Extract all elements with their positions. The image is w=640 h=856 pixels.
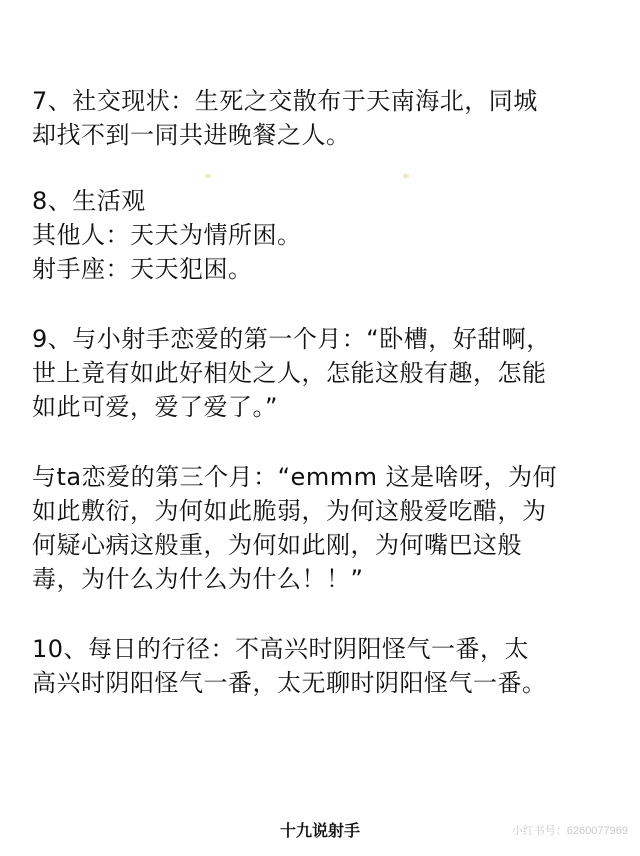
text-line: 9、与小射手恋爱的第一个月：“卧槽，好甜啊， <box>32 325 551 353</box>
text-line: 与ta恋爱的第三个月：“emmm 这是啥呀，为何 <box>32 463 558 491</box>
text-line: 高兴时阴阳怪气一番，太无聊时阴阳怪气一番。 <box>32 669 547 697</box>
text-line: 世上竟有如此好相处之人，怎能这般有趣，怎能 <box>32 359 547 387</box>
text-line: 8、生活观 <box>32 187 146 215</box>
section-10 <box>32 632 622 700</box>
section-9b <box>32 460 622 596</box>
decorative-dot <box>403 174 409 178</box>
text-line: 7、社交现状：生死之交散布于天南海北，同城 <box>32 87 538 115</box>
text-line: 其他人：天天为情所困。 <box>32 221 302 249</box>
text-line: 却找不到一同共进晚餐之人。 <box>32 121 351 149</box>
text-line: 如此敷衍，为何如此脆弱，为何这般爱吃醋，为 <box>32 497 547 525</box>
footer-title: 十九说射手 <box>279 821 360 840</box>
watermark: 小红书号：6260077969 <box>511 825 628 837</box>
decorative-dot <box>205 174 211 178</box>
text-line: 射手座：天天犯困。 <box>32 255 253 283</box>
text-line: 如此可爱，爱了爱了。” <box>32 393 278 421</box>
section-8 <box>32 184 622 286</box>
text-line: 何疑心病这般重，为何如此刚，为何嘴巴这般 <box>32 531 522 559</box>
text-line: 毒，为什么为什么为什么！！” <box>32 565 364 593</box>
section-7 <box>32 84 622 152</box>
text-line: 10、每日的行径：不高兴时阴阳怪气一番，太 <box>32 635 530 663</box>
article-body <box>32 84 622 700</box>
section-9 <box>32 322 622 424</box>
